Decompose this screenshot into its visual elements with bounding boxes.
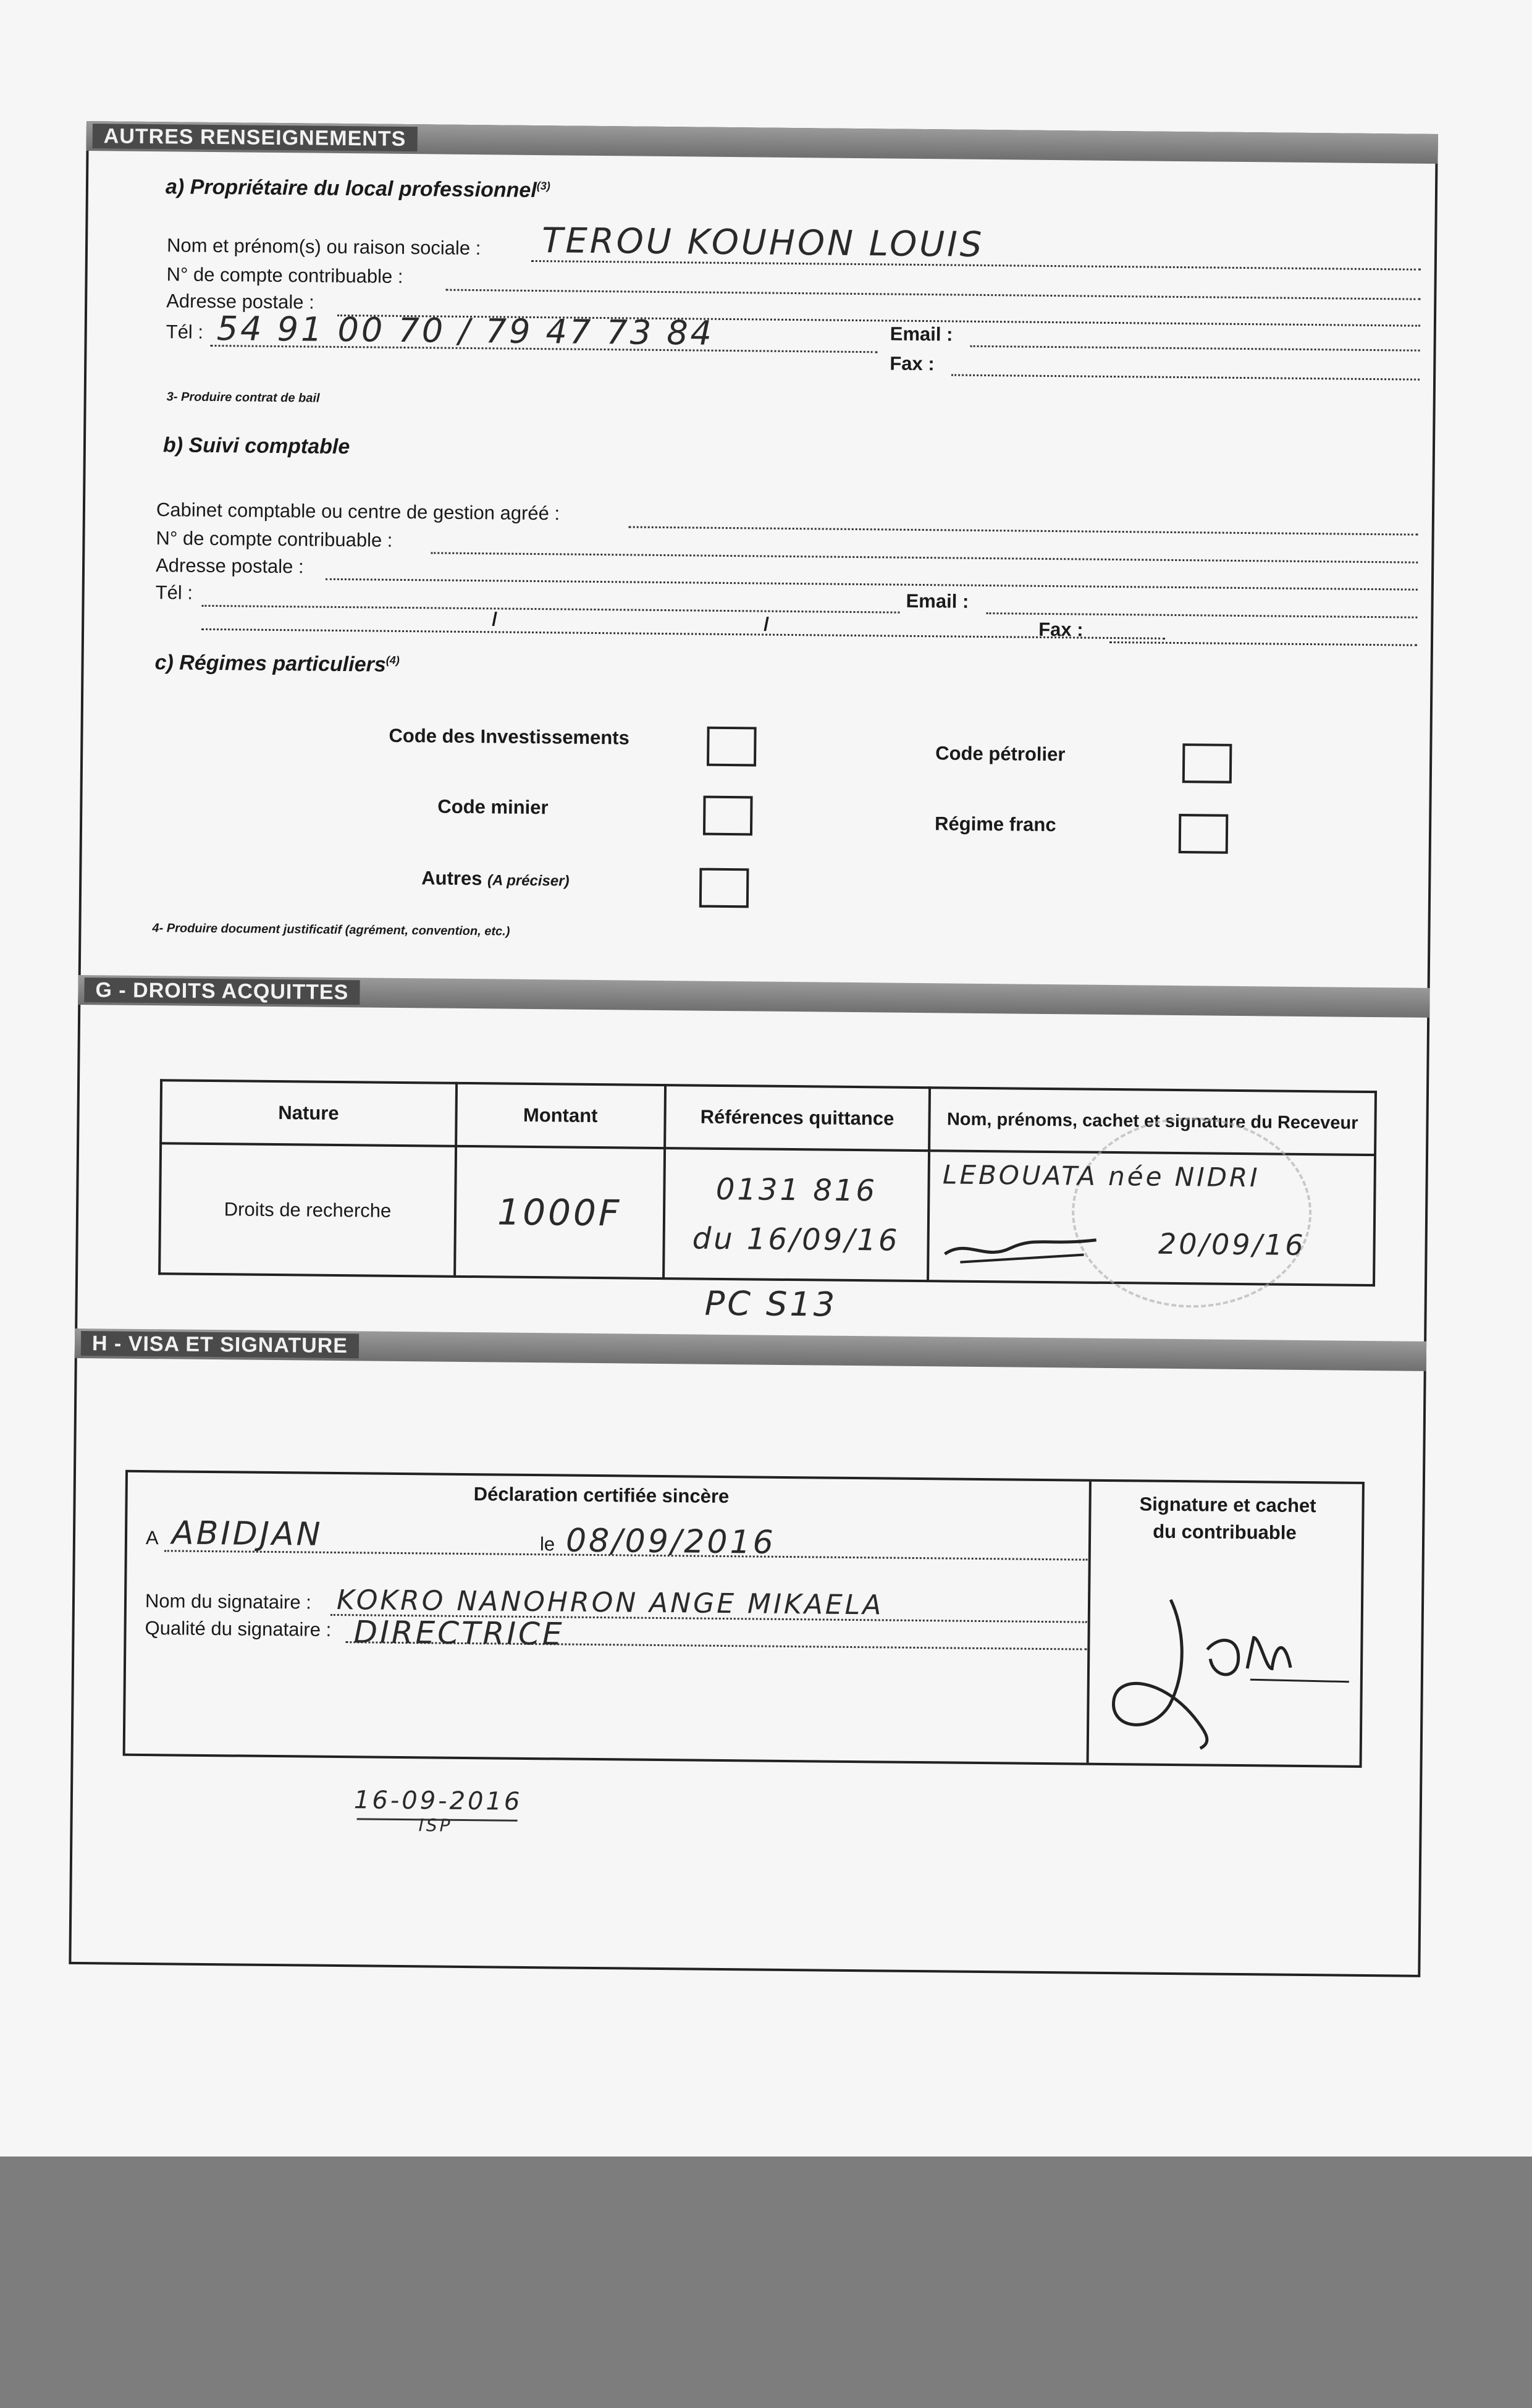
visa-le-value: 08/09/2016 bbox=[565, 1522, 776, 1561]
suivi-email-label: Email : bbox=[906, 589, 969, 612]
suivi-email-line bbox=[986, 612, 1417, 619]
form-frame bbox=[69, 121, 1438, 1977]
signataire-value: KOKRO NANOHRON ANGE MIKAELA bbox=[336, 1584, 884, 1621]
regime-franc-checkbox[interactable] bbox=[1179, 814, 1229, 854]
suivi-compte-label: N° de compte contribuable : bbox=[156, 527, 393, 551]
cabinet-line bbox=[629, 526, 1418, 535]
suivi-sep-2: / bbox=[764, 613, 770, 635]
receveur-stamp bbox=[1071, 1116, 1313, 1309]
proprietaire-footnote: 3- Produire contrat de bail bbox=[166, 390, 320, 405]
regime-investissements-label: Code des Investissements bbox=[389, 724, 630, 749]
nom-label: Nom et prénom(s) ou raison sociale : bbox=[166, 234, 481, 260]
email-line bbox=[970, 345, 1420, 352]
compte-label: N° de compte contribuable : bbox=[166, 263, 403, 287]
sig-header-line1: Signature et cachet bbox=[1139, 1493, 1316, 1517]
regime-minier-checkbox[interactable] bbox=[703, 796, 753, 836]
suivi-tel-line bbox=[201, 605, 899, 614]
handwritten-date: 16-09-2016 bbox=[353, 1786, 523, 1816]
regime-autres-note: (A préciser) bbox=[487, 872, 570, 890]
tel-label: Tél : bbox=[166, 321, 204, 343]
suivi-heading: b) Suivi comptable bbox=[162, 433, 350, 459]
section-header-autres bbox=[86, 121, 1438, 164]
droits-header-receveur: Nom, prénoms, cachet et signature du Receveur bbox=[929, 1088, 1376, 1155]
droits-header-nature: Nature bbox=[161, 1080, 457, 1146]
section-header-visa bbox=[75, 1329, 1426, 1371]
fax-label: Fax : bbox=[890, 352, 935, 375]
regime-autres-text: Autres bbox=[421, 867, 482, 890]
visa-box bbox=[123, 1470, 1365, 1768]
fax-line bbox=[951, 374, 1420, 380]
regime-autres-checkbox[interactable] bbox=[699, 868, 749, 908]
droits-table-row bbox=[159, 1143, 1375, 1285]
proprietaire-heading-note: (3) bbox=[536, 179, 550, 192]
taxpayer-signature-icon bbox=[1095, 1574, 1357, 1762]
qualite-label: Qualité du signataire : bbox=[145, 1617, 332, 1641]
suivi-fax-line bbox=[1109, 641, 1417, 646]
droits-cell-montant bbox=[455, 1146, 665, 1278]
nom-value: TEROU KOUHON LOUIS bbox=[541, 221, 985, 265]
section-title-droits: G - DROITS ACQUITTES bbox=[84, 978, 360, 1005]
droits-ref-line2: du 16/09/16 bbox=[692, 1220, 900, 1258]
droits-header-references: Références quittance bbox=[665, 1085, 930, 1151]
signataire-label: Nom du signataire : bbox=[145, 1590, 311, 1613]
section-title-autres: AUTRES RENSEIGNEMENTS bbox=[93, 124, 418, 151]
email-label: Email : bbox=[890, 323, 953, 345]
droits-below-note: PC S13 bbox=[704, 1283, 838, 1324]
cabinet-label: Cabinet comptable ou centre de gestion agréé : bbox=[156, 499, 560, 525]
regimes-heading-note: (4) bbox=[385, 654, 400, 667]
compte-line bbox=[445, 289, 1420, 300]
regimes-heading-text: c) Régimes particuliers bbox=[154, 651, 386, 677]
suivi-compte-line bbox=[431, 552, 1418, 563]
regime-petrolier-checkbox[interactable] bbox=[1182, 743, 1232, 784]
suivi-row-line bbox=[201, 628, 1165, 640]
regimes-footnote: 4- Produire document justificatif (agrément, convention, etc.) bbox=[152, 921, 510, 939]
proprietaire-heading-text: a) Propriétaire du local professionnel bbox=[165, 175, 537, 202]
regime-minier-label: Code minier bbox=[437, 795, 549, 819]
proprietaire-heading bbox=[166, 175, 550, 203]
tel-value: 54 91 00 70 / 79 47 73 84 bbox=[216, 309, 715, 353]
visa-a-value: ABIDJAN bbox=[171, 1515, 323, 1553]
declaration-title: Déclaration certifiée sincère bbox=[473, 1483, 730, 1508]
suivi-fax-label: Fax : bbox=[1038, 618, 1084, 641]
regime-autres-label bbox=[421, 867, 570, 890]
visa-le-label: le bbox=[539, 1533, 555, 1555]
regime-petrolier-label: Code pétrolier bbox=[935, 742, 1066, 766]
droits-table bbox=[158, 1079, 1377, 1286]
section-header-droits bbox=[78, 975, 1429, 1018]
receveur-date: 20/09/16 bbox=[1158, 1227, 1306, 1262]
visa-divider bbox=[1087, 1482, 1092, 1763]
adresse-label: Adresse postale : bbox=[166, 290, 314, 313]
suivi-sep-1: / bbox=[492, 608, 498, 630]
droits-cell-references bbox=[663, 1148, 930, 1281]
droits-header-montant: Montant bbox=[456, 1083, 665, 1148]
receveur-name: LEBOUATA née NIDRI bbox=[942, 1159, 1260, 1193]
suivi-adresse-line bbox=[326, 578, 1418, 591]
handwritten-note: ISP bbox=[418, 1815, 453, 1836]
droits-cell-receveur bbox=[928, 1151, 1375, 1285]
regime-franc-label: Régime franc bbox=[934, 813, 1056, 836]
qualite-value: DIRECTRICE bbox=[353, 1614, 565, 1652]
regime-investissements-checkbox[interactable] bbox=[707, 727, 757, 767]
droits-montant-value: 1000F bbox=[497, 1190, 622, 1234]
visa-a-label: A bbox=[145, 1527, 159, 1549]
sig-header-line2: du contribuable bbox=[1153, 1520, 1297, 1544]
suivi-adresse-label: Adresse postale : bbox=[155, 554, 304, 578]
regimes-heading bbox=[154, 651, 400, 677]
receveur-signature-icon bbox=[942, 1226, 1103, 1270]
droits-ref-line1: 0131 816 bbox=[715, 1172, 878, 1208]
suivi-tel-label: Tél : bbox=[155, 581, 193, 604]
droits-cell-nature: Droits de recherche bbox=[159, 1143, 456, 1277]
section-title-visa: H - VISA ET SIGNATURE bbox=[81, 1331, 359, 1358]
